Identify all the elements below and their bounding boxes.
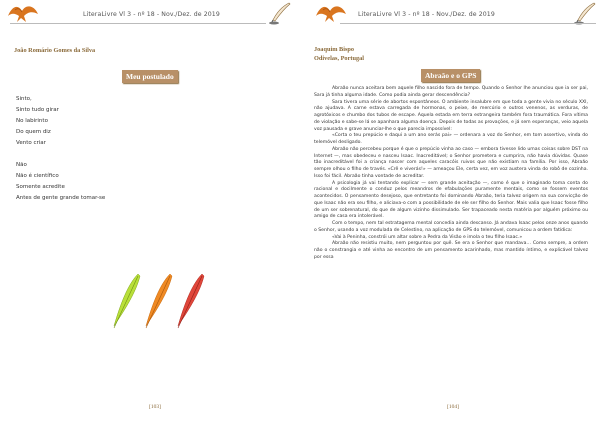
page-number: [103] <box>149 404 161 410</box>
poem-line: Não é científico <box>16 173 59 179</box>
poem-line: Sinto tudo girar <box>16 107 59 113</box>
feather-icon <box>146 274 172 328</box>
right-page <box>300 0 600 424</box>
phoenix-bird-icon <box>6 2 40 24</box>
paragraph: Abraão não percebeu porque é que o prepúcio vinha ao caso — embora tivesse lido umas coisas sobre DST na Internet —, mas obedeceu e nasceu Isaac. Inacreditável; o Senhor prometera e cumprira, não havia dúvidas. Quase tão inacreditável foi a criança nascer com aqueles caracóis ruivos que não existiam na família. Por isso, Abraão sempre olhou o filho de través. «Crê e viverás!» — ameaçou Ele, certa vez, em voz austera vinda do robô de cozinha. Isso foi fácil. Abraão tinha vontade de acreditar. <box>314 146 588 179</box>
stanza-break <box>16 149 105 160</box>
page-number: [104] <box>447 404 459 410</box>
author-location: Odivelas, Portugal <box>314 55 365 62</box>
poem-line: Do quem diz <box>16 129 51 135</box>
quill-pen-icon <box>267 2 293 26</box>
paragraph: Abraão nunca aceitara bem aquele filho nascido fora de tempo. Quando o Senhor lhe anunciou que ia ser pai, Sara já tinha alguma idade. Como podia ainda gerar descendência? <box>314 86 588 98</box>
paragraph: «Corta o teu prepúcio e daqui a um ano serás pai» — ordenara a voz do Senhor, em tom assertivo, vinda do telemóvel desligado. <box>314 133 588 145</box>
poem-line: Sinto, <box>16 96 32 102</box>
poem-line: No labirinto <box>16 118 48 124</box>
author-name: João Romário Gomes da Silva <box>14 47 96 54</box>
feathers-decoration <box>108 268 208 338</box>
poem-title: Meu postulado <box>122 70 178 83</box>
author-name: Joaquim Bispo <box>314 46 355 53</box>
story-body <box>314 86 588 262</box>
feather-icon <box>114 274 140 328</box>
phoenix-bird-icon <box>314 2 348 24</box>
poem-body <box>16 94 105 204</box>
poem-line: Não <box>16 162 27 168</box>
header-title: LiteraLivre Vl 3 - nº 18 - Nov./Dez. de 2019 <box>83 11 220 18</box>
paragraph: Abraão não resistiu muito, nem perguntou por quê. Se era o Senhor que mandava… Como sempre, a ordem não o constrangia e até vinha ao encontro de um pensamento acarinhado, mas mantido íntimo, e explicável talvez por essa <box>314 241 588 260</box>
paragraph: Sara tivera uma série de abortos espontâneos. O ambiente insalubre em que toda a gente vivia no século XXI, não ajudava. A carne estava carregada de hormonas, o peixe, de mercúrio e outros venenos, as verduras, de agrotóxicos e chumbo dos tubos de escape. Aquela estada em terra estrangeira também fora traumática. Fora vítima de violação e sabe-se lá se apanhara alguma doença. Depois de todas as provações, e já sem esperanças, veio aquela voz pausada e grave anunciar-lhe o que parecia impossível: <box>314 99 588 132</box>
header-rule <box>10 23 266 24</box>
poem-line: Somente acredite <box>16 184 65 190</box>
poem-line: Vento criar <box>16 140 46 146</box>
poem-line: Antes de gente grande tomar-se <box>16 195 106 201</box>
paragraph: Com o tempo, nem tal estratagema mental concedia ainda descanso. Já andava Isaac pelos onze anos quando o Senhor, usando a voz modulada de Celestino, na aplicação de GPS do telemóvel, comunicou a ordem fatídica: <box>314 221 588 233</box>
paragraph: «Vai à Peninha, constrói um altar sobre a Pedra da Visão e imola o teu filho Isaac.» <box>332 234 523 240</box>
paragraph: A psicologia já vai tentando explicar — sem grande aceitação —, como é que o imaginado toma conta do racional e docilmente o conduz pelos meandros de efabulações puramente mentais, como se fossem eventos acontecidos. O pensamento desejoso, que entretanto foi dominando Abraão, teria talvez origem na sua convicção de que Isaac não era seu filho, e aliciava-o com a possibilidade de ele ser filho do Senhor. Mais valia que Isaac fosse filho de um ser sobrenatural, do que de algum vizinho dissimulado. Ser trapaceado nesta matéria por alguém próximo ou amigo de casa era intolerável. <box>314 180 588 220</box>
header-rule <box>340 23 596 24</box>
header-title: LiteraLivre Vl 3 - nº 18 - Nov./Dez. de 2019 <box>358 11 495 18</box>
story-title: Abraão e o GPS <box>421 69 480 82</box>
feather-icon <box>178 274 204 328</box>
